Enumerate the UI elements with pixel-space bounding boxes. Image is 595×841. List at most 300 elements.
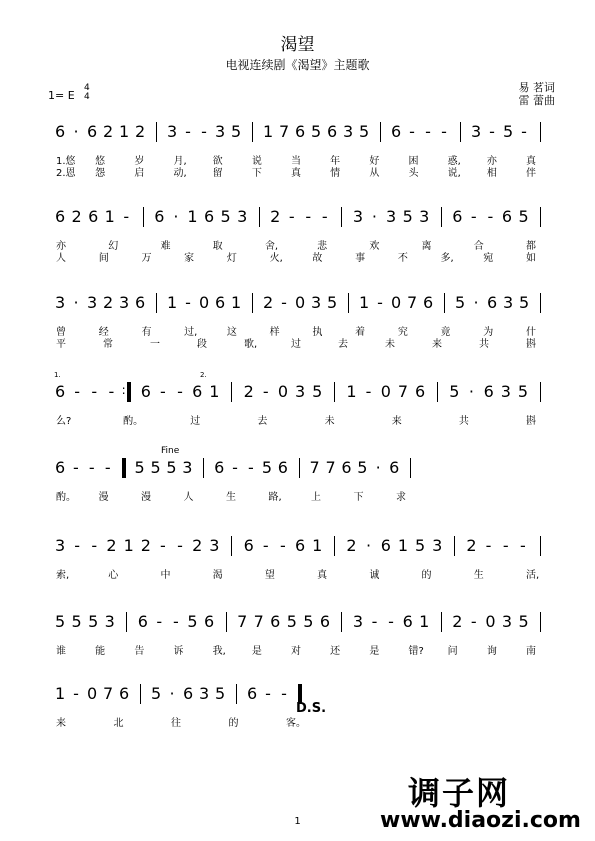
lyric-syllable: 家 [184,253,195,264]
note: 5 [286,612,297,631]
dash-extension: - [441,122,447,141]
note: 3 [199,684,210,703]
music-system [0,684,595,744]
note: 3 [295,382,306,401]
note: 1 [263,122,274,141]
lyric-syllable: 人 [183,492,194,503]
lyric-syllable: 过 [291,339,301,350]
lyric-syllable: 还 [330,646,341,657]
watermark-url: www.diaozi.com [380,808,581,833]
lyric-syllable: 的 [228,718,239,729]
note: 5 [150,458,161,477]
lyric-syllable: 是 [251,646,262,657]
note: 7 [325,458,336,477]
lyric-syllable: 经 [98,327,109,338]
lyric-syllable: 酌。 [123,416,144,427]
note: 3 [386,207,397,226]
lyric-syllable: 伴 [526,168,536,179]
note: 1 [119,122,130,141]
dot-duration: · [169,684,175,703]
note: 2 [270,207,281,226]
lyric-syllable: 诉 [173,646,184,657]
lyric-syllable: 索, [56,570,70,581]
dash-extension: - [74,382,81,401]
note: 5 [312,382,323,401]
note: 3 [167,122,178,141]
note: 3 [182,458,193,477]
note: 6 [277,458,288,477]
note: 3 [215,122,226,141]
note: 0 [199,293,210,312]
lyric-syllable: 亦 [56,241,66,252]
note: 6 [389,458,400,477]
note: 6 [319,612,330,631]
note: 3 [419,207,430,226]
lyric-syllable: 难 [160,241,171,252]
note: 6 [88,207,99,226]
note: 6 [140,382,151,401]
dot-duration: · [375,458,381,477]
note: 6 [270,612,281,631]
beam-layer [0,293,595,323]
lyric-syllable: 段 [197,339,207,350]
lyric-syllable: 歌, [244,339,258,350]
lyric-syllable: 北 [113,718,124,729]
dash-extension: - [502,536,509,555]
note: 2 [243,382,254,401]
beam-layer [0,458,595,488]
lyric-syllable: 问 [447,646,458,657]
lyric-syllable: 动, [173,168,187,179]
dash-extension: - [262,382,269,401]
dash-extension: - [262,536,269,555]
lyric-syllable: 来 [56,718,66,729]
note: 1 [167,293,178,312]
note: 5 [134,458,145,477]
lyric-syllable: 漫 [141,492,151,503]
beam-layer [0,382,595,412]
meter-top: 4 [84,83,90,93]
music-system [0,612,595,672]
lyric-syllable: 错? [408,646,424,657]
note: 3 [501,612,513,631]
note: 5 [503,122,514,141]
lyric-syllable: 竟 [440,327,451,338]
lyric-syllable: 诚 [369,570,380,581]
music-system [0,458,595,518]
dash-extension: - [185,293,191,312]
note: 5 [518,612,529,631]
music-system [0,207,595,267]
lyric-syllable: 过, [184,327,198,338]
note: 7 [253,612,264,631]
note: 3 [503,293,514,312]
dash-extension: - [371,612,378,631]
note: 5 [187,612,198,631]
dash-extension: - [365,382,372,401]
lyric-syllable: 月, [173,156,187,167]
note: 6 [192,382,203,401]
dash-extension: - [470,207,477,226]
lyric-syllable: 南 [526,646,536,657]
note: 5 [303,612,314,631]
note: 6 [137,612,148,631]
lyric-syllable: 为 [483,327,494,338]
dot-duration: · [73,122,79,141]
dash-extension: - [485,536,492,555]
note: 2 [140,536,151,555]
note: 6 [135,293,146,312]
dash-extension: - [489,122,495,141]
beam-layer [0,207,595,237]
note: 2 [452,612,463,631]
lyricist-credit: 易 茗词 [518,81,555,94]
lyric-syllable: 当 [291,156,301,167]
lyric-syllable: 人 [56,253,66,264]
lyric-syllable: 望 [264,570,275,581]
note: 6 [87,122,98,141]
lyric-syllable: 路, [268,492,282,503]
lyric-syllable: 询 [486,646,497,657]
note: 0 [277,382,289,401]
dash-extension: - [172,612,179,631]
time-signature [84,84,90,102]
lyric-syllable: 去 [338,339,348,350]
dot-duration: · [366,536,372,555]
note: 7 [237,612,248,631]
note: 0 [295,293,306,312]
note: 3 [55,293,66,312]
note: 5 [311,122,322,141]
note: 3 [119,293,130,312]
dash-extension: - [156,612,163,631]
note: 5 [327,293,338,312]
lyric-syllable: 斟 [526,416,536,427]
note: 6 [402,612,413,631]
lyric-syllable: 中 [160,570,171,581]
lyric-syllable: 舍, [264,241,279,252]
lyric-syllable: 谁 [56,646,66,657]
dash-extension: - [177,536,183,555]
note: 0 [485,612,496,631]
note: 2 [103,122,114,141]
note: 3 [352,612,364,631]
note: 6 [154,207,165,226]
note: 3 [87,293,98,312]
dash-extension: - [288,207,295,226]
repeat-dots: : [121,383,126,397]
note: 2 [346,536,357,555]
lyric-syllable: 活, [526,570,540,581]
note: 6 [380,536,391,555]
lyric-syllable: 欢 [369,241,380,252]
note: 5 [261,458,272,477]
note: 3 [311,293,322,312]
note: 5 [518,207,529,226]
note: 6 [55,382,66,401]
note: 5 [415,536,426,555]
lyric-syllable: 岁 [134,156,145,167]
lyric-syllable: 离 [421,241,432,252]
note: 5 [166,458,177,477]
dot-duration: · [73,293,79,312]
beam-layer [0,536,595,566]
dash-extension: - [281,684,287,703]
lyric-syllable: 如 [526,253,536,264]
lyric-syllable: 生 [226,492,236,503]
lyric-syllable: 万 [141,253,152,264]
note: 6 [247,684,258,703]
dash-extension: - [519,536,526,555]
note: 5 [88,612,99,631]
dash-extension: - [321,207,328,226]
lyric-syllable: 1.悠 [56,156,76,167]
lyric-syllable: 留 [212,168,223,179]
lyric-syllable: 好 [369,156,380,167]
lyric-syllable: 什 [526,327,536,338]
note: 5 [357,458,368,477]
note: 5 [71,612,82,631]
lyric-syllable: 火, [269,253,283,264]
note: 3 [500,382,511,401]
note: 2 [103,293,114,312]
key-signature: 1= E [48,89,75,102]
note: 5 [55,612,66,631]
lyric-syllable: 上 [311,492,321,503]
note: 5 [359,122,370,141]
lyric-syllable: 往 [171,718,181,729]
lyric-syllable: 共 [479,339,489,350]
note: 2 [135,122,146,141]
lyric-syllable: 的 [421,570,432,581]
note: 3 [343,122,354,141]
lyric-syllable: 真 [526,156,536,167]
note: 1 [104,207,115,226]
lyric-syllable: 说 [251,156,262,167]
note: 1 [187,207,198,226]
composer-credit: 雷 蕾曲 [518,94,555,107]
watermark-logo: 调子网 [408,774,511,812]
note: 7 [309,458,320,477]
lyric-syllable: 样 [269,327,280,338]
lyric-syllable: 悠 [95,156,106,167]
note: 1 [419,612,430,631]
music-system [0,293,595,353]
lyric-syllable: 一 [150,339,160,350]
dash-extension: - [388,612,394,631]
lyric-syllable: 故 [312,253,323,264]
page-number: 1 [294,816,301,827]
lyric-syllable: 是 [369,646,380,657]
meter-bottom: 4 [84,92,90,102]
note: 2 [192,536,203,555]
lyric-syllable: 能 [95,646,106,657]
note: 1 [231,293,242,312]
lyric-syllable: 怨 [95,168,106,179]
lyric-syllable: 不 [397,253,408,264]
note: 2 [263,293,274,312]
lyric-syllable: 斟 [526,339,536,350]
lyric-syllable: 多, [440,253,454,264]
music-system [0,536,595,596]
lyric-syllable: 相 [486,168,497,179]
beam-layer [0,122,595,152]
lyric-syllable: 这 [226,327,237,338]
lyric-syllable: 酌。 [56,492,76,503]
song-title: 渴望 [280,35,315,55]
note: 6 [119,684,130,703]
music-system [0,122,595,182]
note: 7 [397,382,409,401]
note: 5 [455,293,466,312]
dash-extension: - [88,458,95,477]
lyric-syllable: 来 [391,416,402,427]
dash-extension: - [108,382,115,401]
note: 1 [55,684,66,703]
lyric-syllable: 过 [190,416,201,427]
note: 5 [215,684,226,703]
dash-extension: - [74,536,81,555]
dash-extension: - [177,382,183,401]
note: 6 [55,122,66,141]
dash-extension: - [232,458,238,477]
lyric-syllable: 困 [408,156,419,167]
dot-duration: · [173,207,179,226]
lyric-syllable: 灯 [226,253,237,264]
dash-extension: - [123,207,130,226]
lyric-syllable: 启 [134,168,145,179]
music-system [0,382,595,442]
note: 6 [452,207,463,226]
note: 1 [312,536,323,555]
dash-extension: - [281,293,287,312]
dash-extension: - [265,684,271,703]
note: 0 [391,293,402,312]
note: 7 [407,293,418,312]
note: 6 [415,382,426,401]
lyric-syllable: 下 [353,492,364,503]
lyric-syllable: 着 [355,327,366,338]
volta-1-label: 1. [54,371,61,379]
lyric-syllable: 下 [251,168,262,179]
dash-extension: - [73,458,79,477]
lyric-syllable: 未 [324,416,335,427]
lyric-syllable: 曾 [56,327,66,338]
note: 6 [327,122,338,141]
note: 1 [397,536,409,555]
beam-layer [0,612,595,642]
dash-extension: - [73,684,79,703]
lyric-syllable: 我, [212,646,226,657]
lyric-syllable: 惑, [447,156,461,167]
lyric-syllable: 共 [458,416,469,427]
lyric-syllable: 来 [432,339,442,350]
lyric-syllable: 事 [355,253,366,264]
note: 6 [55,458,66,477]
dash-extension: - [159,382,166,401]
dash-extension: - [185,122,191,141]
note: 6 [243,536,254,555]
note: 3 [432,536,443,555]
dash-extension: - [91,382,98,401]
lyric-syllable: 平 [56,339,66,350]
dash-extension: - [159,536,166,555]
dash-extension: - [248,458,254,477]
lyric-syllable: 么? [56,416,72,427]
lyric-syllable: 真 [317,570,328,581]
dash-extension: - [377,293,383,312]
note: 2 [466,536,477,555]
dash-extension: - [470,612,477,631]
note: 1 [209,382,220,401]
lyric-syllable: 漫 [98,492,109,503]
note: 3 [471,122,482,141]
lyric-syllable: 头 [408,168,419,179]
song-subtitle: 电视连续剧《渴望》主题歌 [225,58,370,72]
dash-extension: - [487,207,494,226]
note: 5 [231,122,242,141]
note: 6 [214,458,225,477]
dot-duration: · [468,382,474,401]
lyric-syllable: 间 [98,253,109,264]
lyric-syllable: 去 [257,416,268,427]
dash-extension: - [521,122,527,141]
note: 3 [55,536,66,555]
note: 2 [106,536,117,555]
note: 1 [123,536,134,555]
dash-extension: - [305,207,312,226]
note: 6 [203,207,215,226]
lyric-syllable: 说, [447,168,461,179]
note: 5 [151,684,162,703]
note: 1 [346,382,357,401]
note: 3 [352,207,364,226]
dot-duration: · [473,293,479,312]
note: 5 [519,293,530,312]
lyric-syllable: 客。 [286,718,306,729]
note: 6 [423,293,434,312]
note: 6 [295,122,306,141]
note: 0 [380,382,391,401]
lyric-syllable: 生 [473,570,484,581]
lyric-syllable: 宛 [483,253,494,264]
lyric-syllable: 幻 [108,241,119,252]
dot-duration: · [371,207,378,226]
lyric-syllable: 究 [397,327,408,338]
fine-marking: Fine [161,446,180,456]
note: 7 [103,684,114,703]
note: 3 [237,207,248,226]
note: 5 [449,382,460,401]
lyric-syllable: 情 [330,168,341,179]
lyric-syllable: 亦 [486,156,497,167]
ds-marking: D.S. [296,701,327,716]
lyric-syllable: 悲 [317,241,328,252]
beam-layer [0,684,595,714]
note: 3 [104,612,115,631]
lyric-syllable: 都 [526,241,536,252]
note: 5 [220,207,231,226]
note: 6 [183,684,194,703]
dash-extension: - [91,536,98,555]
note: 3 [209,536,220,555]
lyric-syllable: 年 [330,156,341,167]
note: 6 [483,382,494,401]
note: 6 [501,207,513,226]
lyric-syllable: 合 [473,241,484,252]
note: 6 [487,293,498,312]
lyric-syllable: 真 [291,168,301,179]
